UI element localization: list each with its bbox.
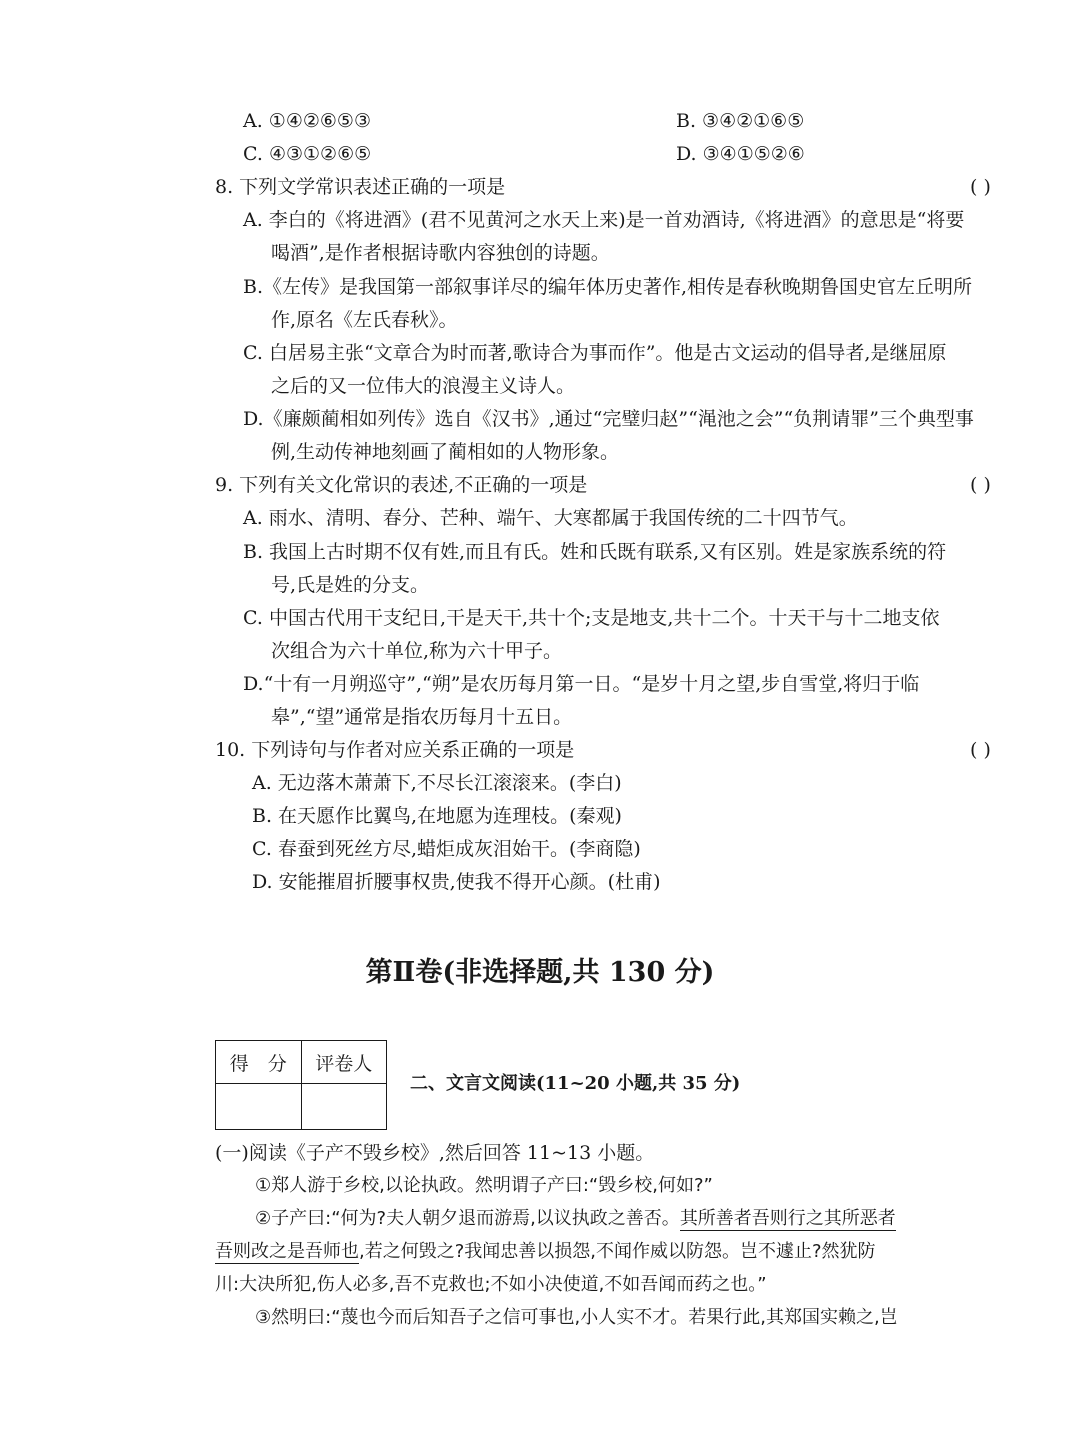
passage-paragraph-2-line3: 川:大决所犯,伤人必多,吾不克救也;不如小决使道,不如吾闻而药之也。” <box>215 1274 767 1295</box>
q9-option-c-line2: 次组合为六十单位,称为六十甲子。 <box>271 640 563 662</box>
part2-heading: 第Ⅱ卷(非选择题,共 130 分) <box>365 957 715 988</box>
q10-option-d: D. 安能摧眉折腰事权贵,使我不得开心颜。(杜甫) <box>252 871 661 893</box>
q9-option-b-line1: B. 我国上古时期不仅有姓,而且有氏。姓和氏既有联系,又有区别。姓是家族系统的符 <box>243 541 947 563</box>
q8-option-b-line1: B.《左传》是我国第一部叙事详尽的编年体历史著作,相传是春秋晚期鲁国史官左丘明所 <box>243 276 973 298</box>
q9-option-d-line1: D.“十有一月朔巡守”,“朔”是农历每月第一日。“是岁十月之望,步自雪堂,将归于临 <box>243 673 920 695</box>
q8-option-d-line2: 例,生动传神地刻画了蔺相如的人物形象。 <box>271 441 620 463</box>
passage-p2-text-cont: ,若之何毁之?我闻忠善以损怨,不闻作威以防怨。岂不遽止?然犹防 <box>359 1241 876 1262</box>
grader-header: 评卷人 <box>301 1041 386 1084</box>
q9-option-b-line2: 号,氏是姓的分支。 <box>271 574 430 596</box>
q9-option-a-line1: A. 雨水、清明、春分、芒种、端午、大寒都属于我国传统的二十四节气。 <box>243 507 858 529</box>
q8-option-c-line1: C. 白居易主张“文章合为时而著,歌诗合为事而作”。他是古文运动的倡导者,是继屈原 <box>243 342 947 364</box>
passage-p2-text: ②子产曰:“何为?夫人朝夕退而游焉,以议执政之善否。 <box>255 1208 680 1229</box>
q8-option-b-line2: 作,原名《左氏春秋》。 <box>271 309 458 331</box>
q10-option-c: C. 春蚕到死丝方尽,蜡炬成灰泪始干。(李商隐) <box>252 838 641 860</box>
q9-option-c-line1: C. 中国古代用干支纪日,干是天干,共十个;支是地支,共十二个。十天干与十二地支依 <box>243 607 940 629</box>
score-table <box>215 1040 387 1130</box>
q8-option-a-line1: A. 李白的《将进酒》(君不见黄河之水天上来)是一首劝酒诗,《将进酒》的意思是“将要 <box>243 209 965 231</box>
passage-paragraph-1: ①郑人游于乡校,以论执政。然明谓子产曰:“毁乡校,何如?” <box>255 1175 713 1196</box>
underlined-sentence-part1: 其所善者吾则行之其所恶者 <box>679 1208 896 1229</box>
q10-option-a: A. 无边落木萧萧下,不尽长江滚滚来。(李白) <box>252 772 622 794</box>
q8-option-a-line2: 喝酒”,是作者根据诗歌内容独创的诗题。 <box>271 242 610 264</box>
q8-option-c-line2: 之后的又一位伟大的浪漫主义诗人。 <box>271 375 576 397</box>
q10-stem: 10. 下列诗句与作者对应关系正确的一项是 <box>215 739 575 761</box>
q8-stem: 8. 下列文学常识表述正确的一项是 <box>215 176 506 198</box>
q10-option-b: B. 在天愿作比翼鸟,在地愿为连理枝。(秦观) <box>252 805 622 827</box>
underlined-sentence-part2: 吾则改之是吾师也 <box>215 1241 359 1262</box>
q8-answer-paren: ( ) <box>970 176 991 198</box>
q8-option-d-line1: D.《廉颇蔺相如列传》选自《汉书》,通过“完璧归赵”“渑池之会”“负荆请罪”三个典型事 <box>243 408 974 430</box>
q9-answer-paren: ( ) <box>970 474 991 496</box>
section-title: 二、文言文阅读(11~20 小题,共 35 分) <box>410 1073 741 1094</box>
passage-paragraph-2-line1 <box>255 1206 896 1232</box>
q10-answer-paren: ( ) <box>970 739 991 761</box>
q9-option-d-line2: 皋”,“望”通常是指农历每月十五日。 <box>271 706 573 728</box>
score-cell[interactable] <box>216 1084 302 1130</box>
q7-option-c: C. ④③①②⑥⑤ <box>243 143 372 165</box>
q9-stem: 9. 下列有关文化常识的表述,不正确的一项是 <box>215 474 588 496</box>
passage-paragraph-3: ③然明曰:“蔑也今而后知吾子之信可事也,小人实不才。若果行此,其郑国实赖之,岂 <box>255 1307 898 1328</box>
q7-option-b: B. ③④②①⑥⑤ <box>676 110 805 132</box>
grader-cell[interactable] <box>301 1084 386 1130</box>
score-header: 得 分 <box>216 1041 302 1084</box>
passage-paragraph-2-line2 <box>215 1239 876 1265</box>
q7-option-d: D. ③④①⑤②⑥ <box>676 143 805 165</box>
q7-option-a: A. ①④②⑥⑤③ <box>243 110 371 132</box>
passage-intro: (一)阅读《子产不毁乡校》,然后回答 11~13 小题。 <box>215 1142 655 1164</box>
